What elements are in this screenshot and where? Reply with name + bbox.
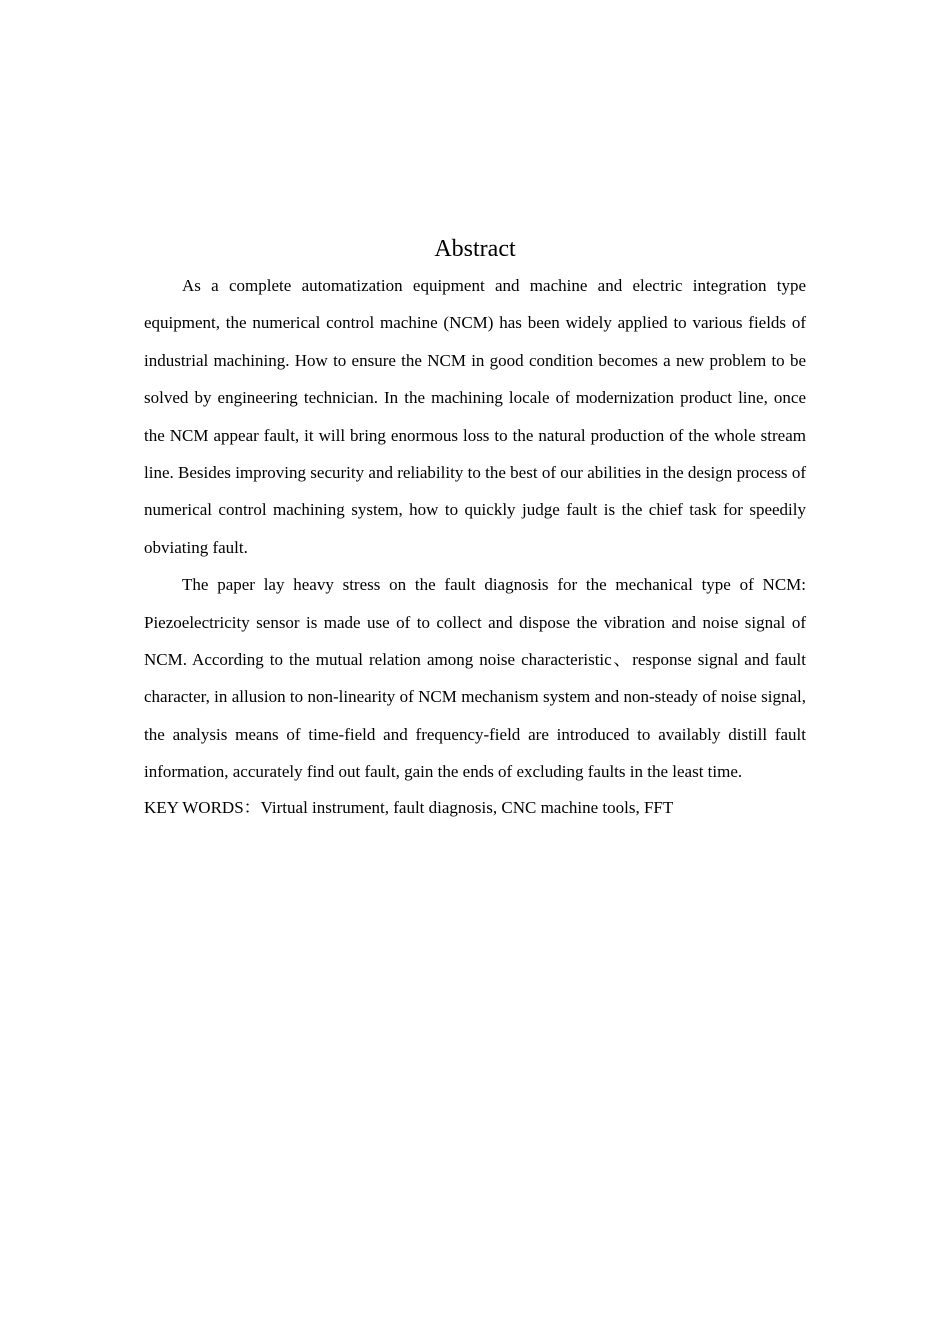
abstract-body: [144, 267, 806, 825]
abstract-paragraph-2: The paper lay heavy stress on the fault diagnosis for the mechanical type of NCM: Piezoelectricity sensor is made use of to collect and dispose the vibration and noise signal of NCM. According to the mutual relation among noise characteristic、response signal and fault character, in allusion to non-linearity of NCM mechanism system and non-steady of noise signal, the analysis means of time-field and frequency-field are introduced to availably distill fault information, accurately find out fault, gain the ends of excluding faults in the least time.: [144, 575, 806, 782]
keywords-label: KEY WORDS：: [144, 797, 261, 817]
keywords-text: Virtual instrument, fault diagnosis, CNC machine tools, FFT: [260, 797, 674, 817]
abstract-paragraph-1: As a complete automatization equipment and machine and electric integration type equipment, the numerical control machine (NCM) has been widely applied to various fields of industrial machining. How to ensure the NCM in good condition becomes a new problem to be solved by engineering technician. In the machining locale of modernization product line, once the NCM appear fault, it will bring enormous loss to the natural production of the whole stream line. Besides improving security and reliability to the best of our abilities in the design process of numerical control machining system, how to quickly judge fault is the chief task for speedily obviating fault.: [144, 276, 806, 557]
abstract-title: Abstract: [434, 236, 516, 262]
keywords-line: [144, 791, 806, 825]
